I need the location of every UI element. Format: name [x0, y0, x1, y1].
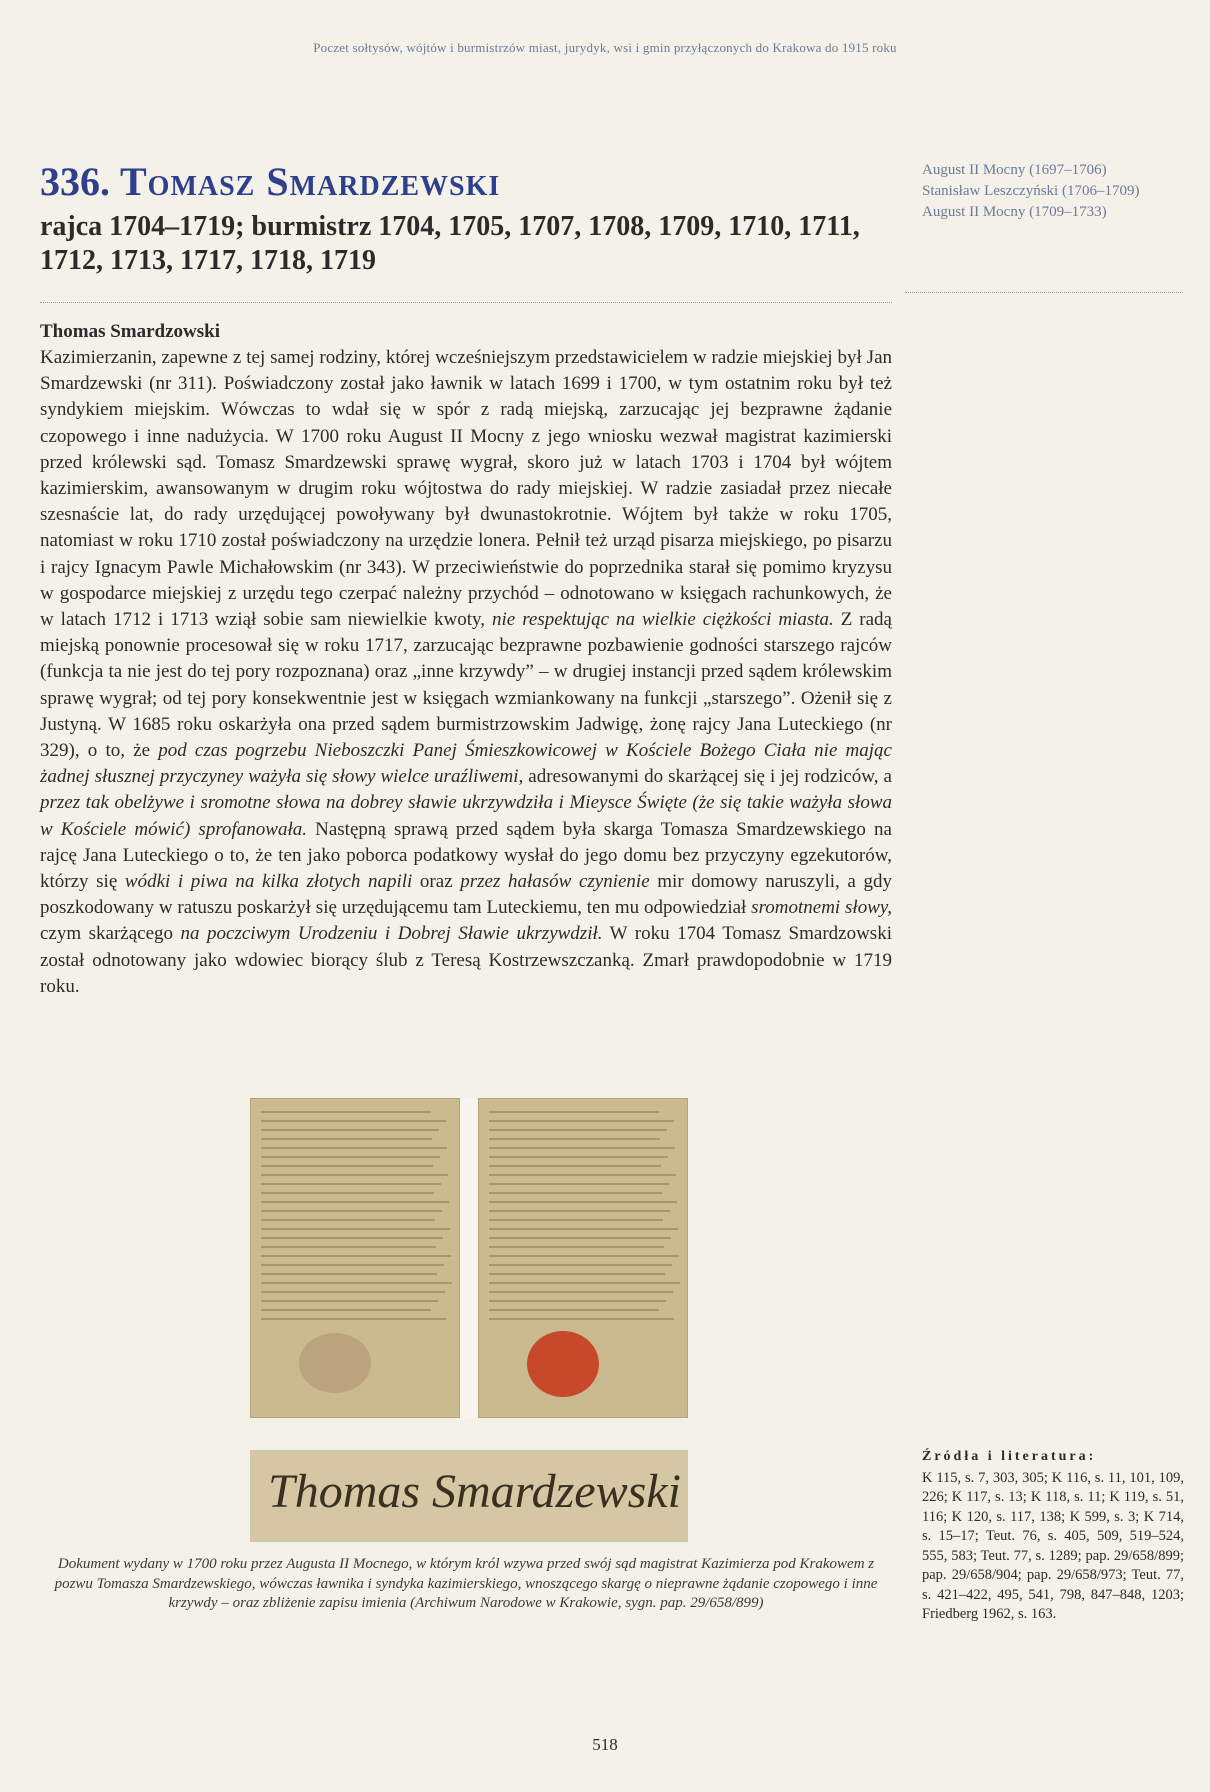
page-number: 518 [592, 1735, 618, 1754]
handwriting-line [489, 1273, 665, 1275]
handwriting-line [261, 1111, 431, 1113]
text-run: czym skarżącego [40, 923, 181, 945]
entry-name: Tomasz Smardzewski [120, 159, 501, 204]
handwriting-line [261, 1246, 436, 1248]
handwriting-line [261, 1174, 448, 1176]
handwriting-line [489, 1147, 675, 1149]
handwriting-line [489, 1165, 661, 1167]
handwriting-line [261, 1264, 444, 1266]
title-separator [40, 302, 892, 303]
quoted-phrase: pod czas pogrzebu Nieboszczki Panej Śmieszkowicowej w Kościele Bożego Ciała nie mając żadnej słusznej przyczyney ważyła się słowy wielce uraźliwemi, [40, 740, 892, 788]
red-wax-seal [527, 1331, 599, 1397]
figure-caption: Dokument wydany w 1700 roku przez Augusta II Mocnego, w którym król wzywa przed swój sąd magistrat Kazimierza pod Krakowem z pozwu Tomasza Smardzewskiego, wówczas ławnika i syndyka kazimierskiego, wnoszącego skargę o nieprawne żądanie czopowego i inne krzywdy – oraz zbliżenie zapisu imienia (Archiwum Narodowe w Krakowie, sygn. pap. 29/658/899) [54, 1556, 878, 1611]
sources-heading: Źródła i literatura: [922, 1449, 1097, 1464]
quoted-phrase: na poczciwym Urodzeniu i Dobrej Sławie ukrzywdził. [180, 923, 603, 945]
handwriting-line [489, 1237, 671, 1239]
handwriting-line [261, 1228, 450, 1230]
handwriting-line [489, 1228, 678, 1230]
handwriting-line [261, 1318, 446, 1320]
handwriting-line [261, 1156, 440, 1158]
handwriting-line [489, 1183, 669, 1185]
text-run: Kazimierzanin, zapewne z tej samej rodziny, której wcześniejszym przedstawicielem w radzie miejskiej był Jan Smardzewski (nr 311). Poświadczony został jako ławnik w latach 1699 i 1700, w tym ostatnim roku był też syndykiem miejskim. Wówczas to wdał się w spór z radą miejską, zarzucając jej bezprawne żądanie czopowego i inne nadużycia. W 1700 roku August II Mocny z jego wniosku wezwał magistrat kazimierski przed królewski sąd. Tomasz Smardzewski sprawę wygrał, skoro już w latach 1703 i 1704 był wójtem kazimierskim, awansowanym w drugim roku wójtostwa do rady miejskiej. W radzie zasiadał przez niecałe szesnaście lat, do rady urzędującej powoływany był dwunastokrotnie. Wójtem był także w roku 1705, natomiast w roku 1710 został poświadczony na urzędzie lonera. Pełnił też urząd pisarza miejskiego, po pisarzu i rajcy Ignacym Pawle Michałowskim (nr 343). W przeciwieństwie do poprzednika starał się pomimo kryzysu w gospodarce miejskiej z urzędu tego czerpać należny przychód – odnotowano w księgach rachunkowych, że w latach 1712 i 1713 wziął sobie sam niewielkie kwoty, [40, 347, 892, 631]
sidebar-separator [905, 292, 1183, 293]
biography-text [40, 345, 892, 1000]
handwriting-line [489, 1318, 674, 1320]
faded-seal [299, 1333, 371, 1393]
handwriting-line [261, 1129, 439, 1131]
entry-offices: rajca 1704–1719; burmistrz 1704, 1705, 1707, 1708, 1709, 1710, 1711, 1712, 1713, 1717, 1718, 1719 [40, 211, 860, 276]
handwriting-line [261, 1255, 451, 1257]
text-run: adresowanymi do skarżącej się i jej rodziców, a [523, 766, 892, 788]
handwriting-line [489, 1255, 679, 1257]
handwriting-line [261, 1282, 452, 1284]
ruler-item: August II Mocny (1709–1733) [922, 204, 1107, 220]
handwriting-line [261, 1237, 443, 1239]
quoted-phrase: nie respektując na wielkie ciężkości miasta. [492, 609, 834, 631]
handwriting-line [261, 1192, 434, 1194]
handwriting-line [261, 1201, 449, 1203]
ruler-item: Stanisław Leszczyński (1706–1709) [922, 183, 1140, 199]
quoted-phrase: przez hałasów czynienie [460, 871, 650, 893]
text-run: mir domowy naruszyli, a gdy poszkodowany w ratuszu poskarżył się urzędującemu tam Luteckiemu, ten mu odpowiedział [40, 871, 892, 919]
handwriting-line [261, 1165, 433, 1167]
entry-main [40, 160, 892, 1000]
handwriting-line [489, 1138, 660, 1140]
handwriting-line [261, 1219, 435, 1221]
quoted-phrase: wódki i piwa na kilka złotych napili [124, 871, 413, 893]
document-page-left [250, 1098, 460, 1418]
signature-image: Thomas Smardzewski [268, 1465, 681, 1518]
handwriting-line [489, 1192, 662, 1194]
ruler-item: August II Mocny (1697–1706) [922, 162, 1107, 178]
sources-text: K 115, s. 7, 303, 305; K 116, s. 11, 101, 109, 226; K 117, s. 13; K 118, s. 11; K 119, s. 51, 116; K 120, s. 117, 138; K 599, s. 3; K 714, s. 15–17; Teut. 76, s. 405, 509, 519–524, 555, 583; Teut. 77, s. 1289; pap. 29/658/899; pap. 29/658/904; pap. 29/658/973; Teut. 77, s. 421–422, 495, 541, 798, 847–848, 1203; Friedberg 1962, s. 163. [922, 1469, 1184, 1622]
document-page-right [478, 1098, 688, 1418]
handwriting-line [489, 1309, 659, 1311]
handwriting-line [489, 1174, 676, 1176]
handwriting-line [261, 1273, 437, 1275]
handwriting-line [489, 1111, 659, 1113]
handwriting-line [489, 1129, 667, 1131]
handwriting-line [261, 1300, 438, 1302]
entry-title [40, 160, 892, 204]
handwriting-line [261, 1183, 441, 1185]
document-photo [250, 1098, 688, 1418]
signature-closeup [250, 1450, 688, 1542]
text-run: oraz [412, 871, 461, 893]
text-run: Następną sprawą przed sądem była skarga Tomasza Smardzewskiego na rajcę Jana Luteckiego o to, że ten jako poborca podatkowy wysłał do jego domu bez przyczyny egzekutorów, którzy się [40, 818, 892, 893]
handwriting-line [261, 1147, 447, 1149]
running-head: Poczet sołtysów, wójtów i burmistrzów miast, jurydyk, wsi i gmin przyłączonych do Krakowa do 1915 roku [313, 40, 897, 55]
handwriting-line [489, 1264, 672, 1266]
text-run: W roku 1704 Tomasz Smardzowski został odnotowany jako wdowiec biorący ślub z Teresą Kostrzewszczanką. Zmarł prawdopodobnie w 1719 roku. [40, 923, 892, 997]
handwriting-line [489, 1201, 677, 1203]
text-run: Z radą miejską ponownie procesował się w roku 1717, zarzucając bezprawne pozbawienie godności starszego rajców (funkcja ta nie jest do tej pory rozpoznana) oraz „inne krzywdy” – w drugiej instancji przed sądem królewskim sprawę wygrał; od tej pory konsekwentnie jest w księgach wzmiankowany na funkcji „starszego”. Ożenił się z Justyną. W 1685 roku oskarżyła ona przed sądem burmistrzowskim Jadwigę, żonę rajcy Jana Luteckiego (nr 329), o to, że [40, 609, 892, 762]
handwriting-line [489, 1210, 670, 1212]
handwriting-line [489, 1246, 664, 1248]
entry-number: 336. [40, 159, 110, 204]
handwriting-line [489, 1120, 674, 1122]
handwriting-line [489, 1291, 673, 1293]
rulers-list [922, 160, 1182, 223]
handwriting-line [261, 1210, 442, 1212]
handwriting-line [261, 1138, 432, 1140]
quoted-phrase: przez tak obelżywe i sromotne słowa na dobrey sławie ukrzywdziła i Mieysce Święte (że się takie ważyła słowa w Kościele mówić) sprofanowała. [40, 792, 892, 840]
handwriting-line [489, 1156, 668, 1158]
handwriting-line [489, 1282, 680, 1284]
sources-block [922, 1447, 1184, 1625]
handwriting-line [261, 1291, 445, 1293]
handwriting-line [489, 1300, 666, 1302]
handwriting-line [261, 1309, 431, 1311]
quoted-phrase: sromotnemi słowy, [751, 897, 893, 919]
handwriting-line [489, 1219, 663, 1221]
handwriting-line [261, 1120, 446, 1122]
name-variant: Thomas Smardzowski [40, 321, 220, 342]
